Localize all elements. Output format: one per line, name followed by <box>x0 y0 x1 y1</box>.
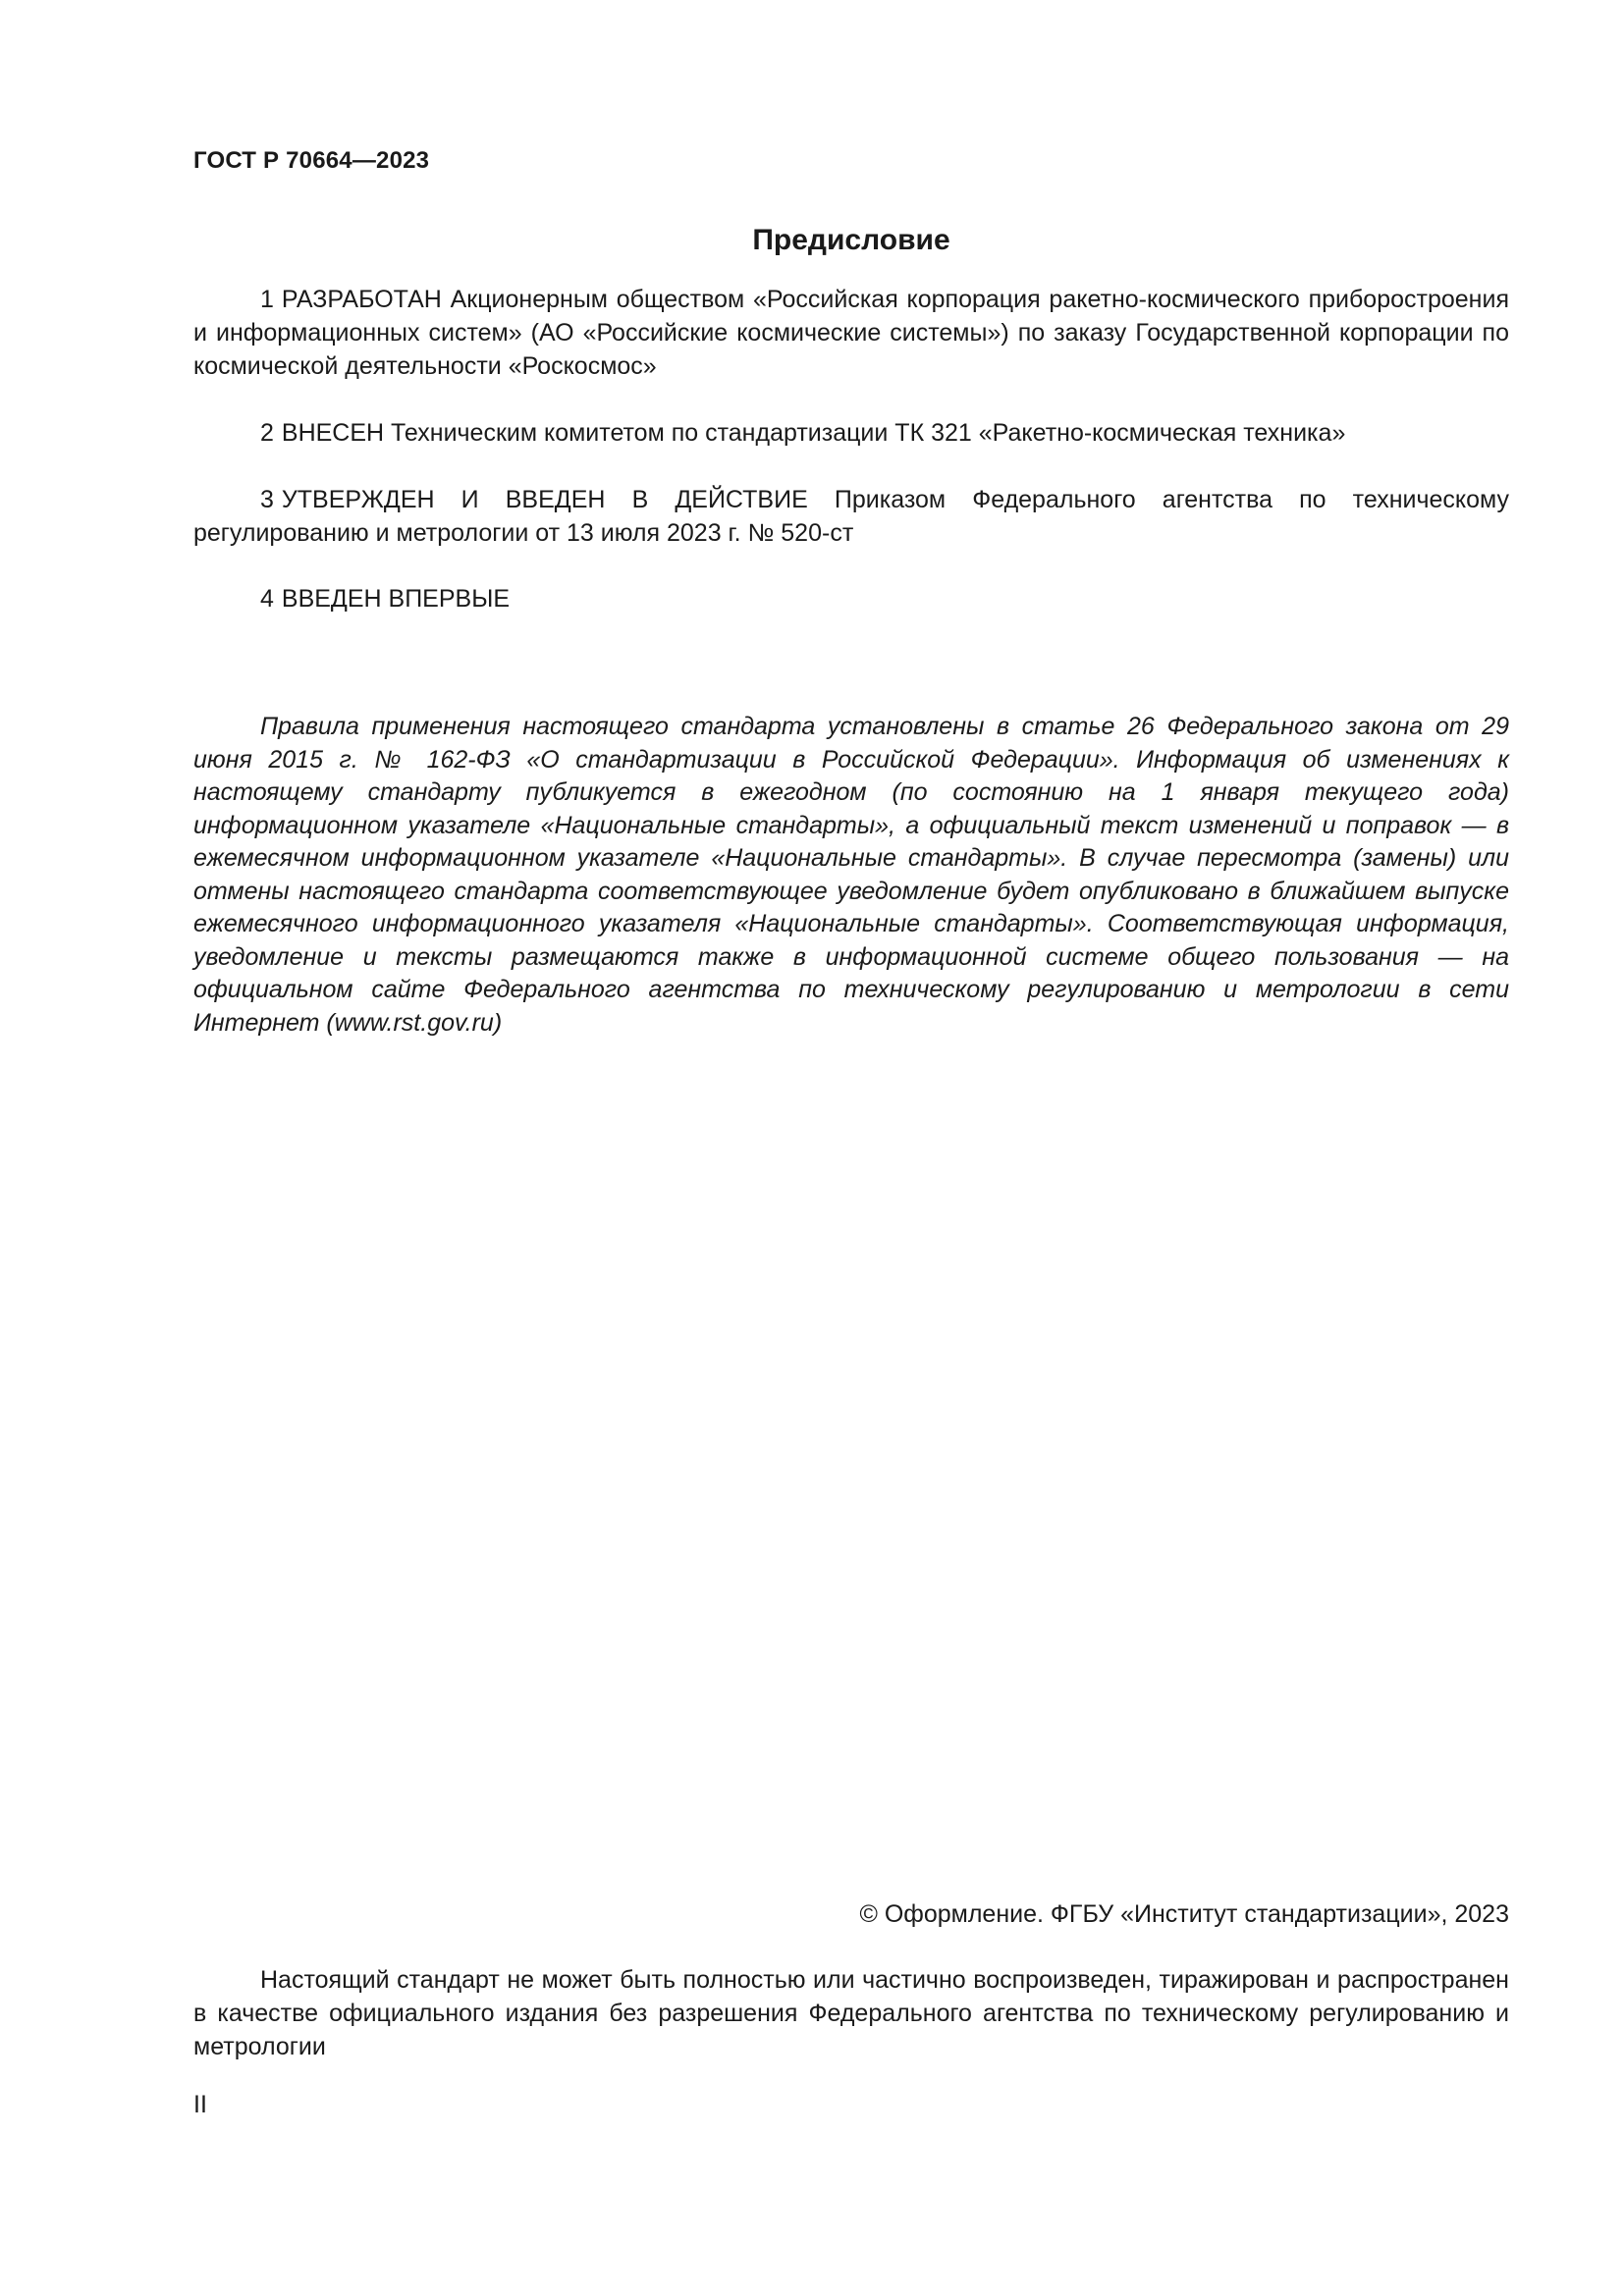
standard-application-rules: Правила применения настоящего стандарта установлены в статье 26 Федерального закона от 29 июня 2015 г. № 162-ФЗ «О стандартизации в Российской Федерации». Информация об изменениях к настоящему стандарту публикуется в ежегодном (по состоянию на 1 января текущего года) информационном указателе «Национальные стандарты», а официальный текст изменений и поправок — в ежемесячном информационном указателе «Национальные стандарты». В случае пересмотра (замены) или отмены настоящего стандарта соответствующее уведомление будет опубликовано в ближайшем выпуске ежемесячного информационного указателя «Национальные стандарты». Соответствующая информация, уведомление и тексты размещаются также в информационной системе общего пользования — на официальном сайте Федерального агентства по техническому регулированию и метрологии в сети Интернет (www.rst.gov.ru) <box>193 713 1509 1037</box>
foreword-item-4 <box>193 582 1509 615</box>
foreword-item-number: 3 <box>260 486 274 513</box>
foreword-item-number: 2 <box>260 419 274 447</box>
foreword-item-text: ВНЕСЕН Техническим комитетом по стандартизации ТК 321 «Ракетно-космическая техника» <box>281 419 1346 447</box>
foreword-item-text: РАЗРАБОТАН Акционерным обществом «Российская корпорация ракетно-космического приборостроения и информационных систем» (АО «Российские космические системы») по заказу Государственной корпорации по космической деятельности «Роскосмос» <box>193 286 1509 380</box>
foreword-item-3 <box>193 483 1509 550</box>
reproduction-notice: Настоящий стандарт не может быть полностью или частично воспроизведен, тиражирован и распространен в качестве официального издания без разрешения Федерального агентства по техническому регулированию и метрологии <box>193 1966 1509 2060</box>
document-code: ГОСТ Р 70664—2023 <box>193 147 430 174</box>
foreword-item-2 <box>193 416 1509 450</box>
copyright-notice: © Оформление. ФГБУ «Институт стандартизации», 2023 <box>859 1900 1509 1928</box>
foreword-item-number: 1 <box>260 286 274 313</box>
foreword-title: Предисловие <box>752 224 950 256</box>
foreword-item-1 <box>193 283 1509 383</box>
foreword-item-number: 4 <box>260 585 274 613</box>
foreword-item-text: УТВЕРЖДЕН И ВВЕДЕН В ДЕЙСТВИЕ Приказом Федерального агентства по техническому регулированию и метрологии от 13 июля 2023 г. № 520-ст <box>193 486 1509 547</box>
page-number: II <box>193 2091 207 2118</box>
foreword-item-text: ВВЕДЕН ВПЕРВЫЕ <box>281 585 511 613</box>
